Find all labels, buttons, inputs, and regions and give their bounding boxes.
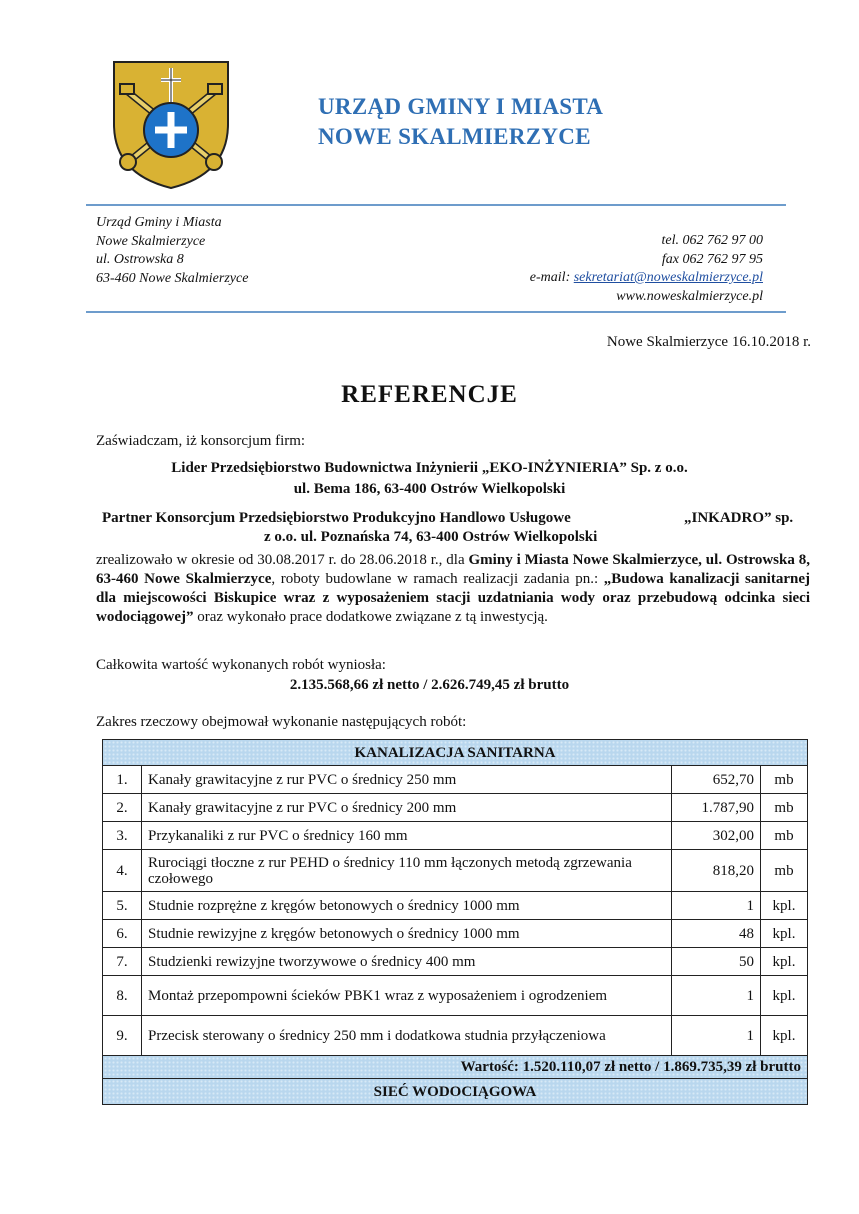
section-header: SIEĆ WODOCIĄGOWA [103, 1079, 808, 1105]
document-title: REFERENCJE [341, 381, 518, 408]
header-rule-top [86, 204, 786, 206]
address-line: Nowe Skalmierzyce [96, 233, 206, 249]
row-unit: kpl. [761, 1016, 808, 1056]
lider-address: ul. Bema 186, 63-400 Ostrów Wielkopolski [293, 481, 566, 497]
website-link[interactable]: www.noweskalmierzyce.pl [616, 288, 763, 304]
address-line: Urząd Gminy i Miasta [96, 215, 222, 230]
table-row [103, 948, 808, 976]
row-description: Kanały grawitacyjne z rur PVC o średnicy 200 mm [142, 794, 672, 822]
section-header-row [103, 740, 808, 766]
contact-block [530, 232, 763, 306]
table-row [103, 850, 808, 892]
row-description: Studzienki rewizyjne tworzywowe o średnicy 400 mm [142, 948, 672, 976]
partner-company: „INKADRO” sp. [684, 510, 794, 526]
section-header-row [103, 1079, 808, 1105]
row-unit: kpl. [761, 892, 808, 920]
row-quantity: 1 [672, 1016, 761, 1056]
section-header: KANALIZACJA SANITARNA [103, 740, 808, 766]
row-description: Studnie rozprężne z kręgów betonowych o średnicy 1000 mm [142, 892, 672, 920]
office-title-line1: URZĄD GMINY I MIASTA [318, 94, 604, 119]
body-paragraph [96, 551, 810, 627]
phone-number: tel. 062 762 97 00 [661, 233, 763, 248]
row-unit: mb [761, 794, 808, 822]
row-unit: kpl. [761, 976, 808, 1016]
table-row [103, 794, 808, 822]
row-number: 7. [103, 948, 142, 976]
lider-name: Lider Przedsiębiorstwo Budownictwa Inżynierii „EKO-INŻYNIERIA” Sp. z o.o. [171, 460, 688, 476]
address-line: ul. Ostrowska 8 [96, 252, 184, 267]
intro-text: Zaświadczam, iż konsorcjum firm: [96, 433, 306, 449]
row-description: Montaż przepompowni ścieków PBK1 wraz z wyposażeniem i ogrodzeniem [142, 976, 672, 1016]
client-name: Gminy i Miasta Nowe Skalmierzyce, ul. Ostrowska 8, 63-460 Nowe Skalmierzyce [96, 552, 810, 587]
office-title-line2: NOWE SKALMIERZYCE [318, 124, 591, 149]
table-row [103, 1016, 808, 1056]
row-quantity: 1 [672, 892, 761, 920]
table-row [103, 920, 808, 948]
document-date: Nowe Skalmierzyce 16.10.2018 r. [606, 334, 811, 350]
partner-address: z o.o. ul. Poznańska 74, 63-400 Ostrów Wielkopolski [264, 529, 598, 545]
coat-of-arms-logo [106, 52, 236, 192]
header-rule-bottom [86, 311, 786, 313]
email-row [530, 269, 763, 288]
row-description: Studnie rewizyjne z kręgów betonowych o średnicy 1000 mm [142, 920, 672, 948]
row-quantity: 1 [672, 976, 761, 1016]
email-label: e-mail: [529, 270, 571, 285]
table-row [103, 976, 808, 1016]
body-text-2: , roboty budowlane w ramach realizacji zadania pn.: [271, 571, 604, 587]
body-text-1: zrealizowało w okresie od 30.08.2017 r. do 28.06.2018 r., dla [96, 552, 469, 568]
email-link[interactable]: sekretariat@noweskalmierzyce.pl [573, 270, 763, 285]
row-quantity: 818,20 [672, 850, 761, 892]
total-row [103, 1056, 808, 1079]
row-number: 4. [103, 850, 142, 892]
row-number: 2. [103, 794, 142, 822]
row-unit: mb [761, 766, 808, 794]
table-row [103, 892, 808, 920]
row-number: 8. [103, 976, 142, 1016]
row-number: 9. [103, 1016, 142, 1056]
works-table [102, 739, 808, 1105]
row-unit: mb [761, 850, 808, 892]
row-quantity: 48 [672, 920, 761, 948]
row-quantity: 652,70 [672, 766, 761, 794]
row-description: Przykanaliki z rur PVC o średnicy 160 mm [142, 822, 672, 850]
row-unit: mb [761, 822, 808, 850]
row-quantity: 50 [672, 948, 761, 976]
total-value-label: Całkowita wartość wykonanych robót wyniosła: [96, 657, 386, 673]
address-block [96, 214, 248, 288]
row-number: 1. [103, 766, 142, 794]
table-row [103, 766, 808, 794]
body-text-3: oraz wykonało prace dodatkowe związane z tą inwestycją. [193, 609, 548, 625]
total-value-amount: 2.135.568,66 zł netto / 2.626.749,45 zł brutto [289, 677, 570, 693]
address-line: 63-460 Nowe Skalmierzyce [96, 270, 249, 286]
row-quantity: 302,00 [672, 822, 761, 850]
row-number: 3. [103, 822, 142, 850]
section-total: Wartość: 1.520.110,07 zł netto / 1.869.735,39 zł brutto [103, 1056, 808, 1079]
scope-label: Zakres rzeczowy obejmował wykonanie następujących robót: [96, 714, 467, 730]
row-quantity: 1.787,90 [672, 794, 761, 822]
row-unit: kpl. [761, 948, 808, 976]
row-description: Kanały grawitacyjne z rur PVC o średnicy 250 mm [142, 766, 672, 794]
row-number: 5. [103, 892, 142, 920]
fax-number: fax 062 762 97 95 [661, 251, 763, 267]
row-number: 6. [103, 920, 142, 948]
row-description: Przecisk sterowany o średnicy 250 mm i dodatkowa studnia przyłączeniowa [142, 1016, 672, 1056]
row-description: Rurociągi tłoczne z rur PEHD o średnicy 110 mm łączonych metodą zgrzewania czołowego [142, 850, 672, 892]
partner-name: Partner Konsorcjum Przedsiębiorstwo Produkcyjno Handlowo Usługowe [102, 510, 571, 526]
table-row [103, 822, 808, 850]
row-unit: kpl. [761, 920, 808, 948]
task-name: „Budowa kanalizacji sanitarnej dla miejscowości Biskupice wraz z wyposażeniem stacji uzdatniania wody oraz przebudową odcinka sieci wodociągowej” [96, 571, 810, 625]
